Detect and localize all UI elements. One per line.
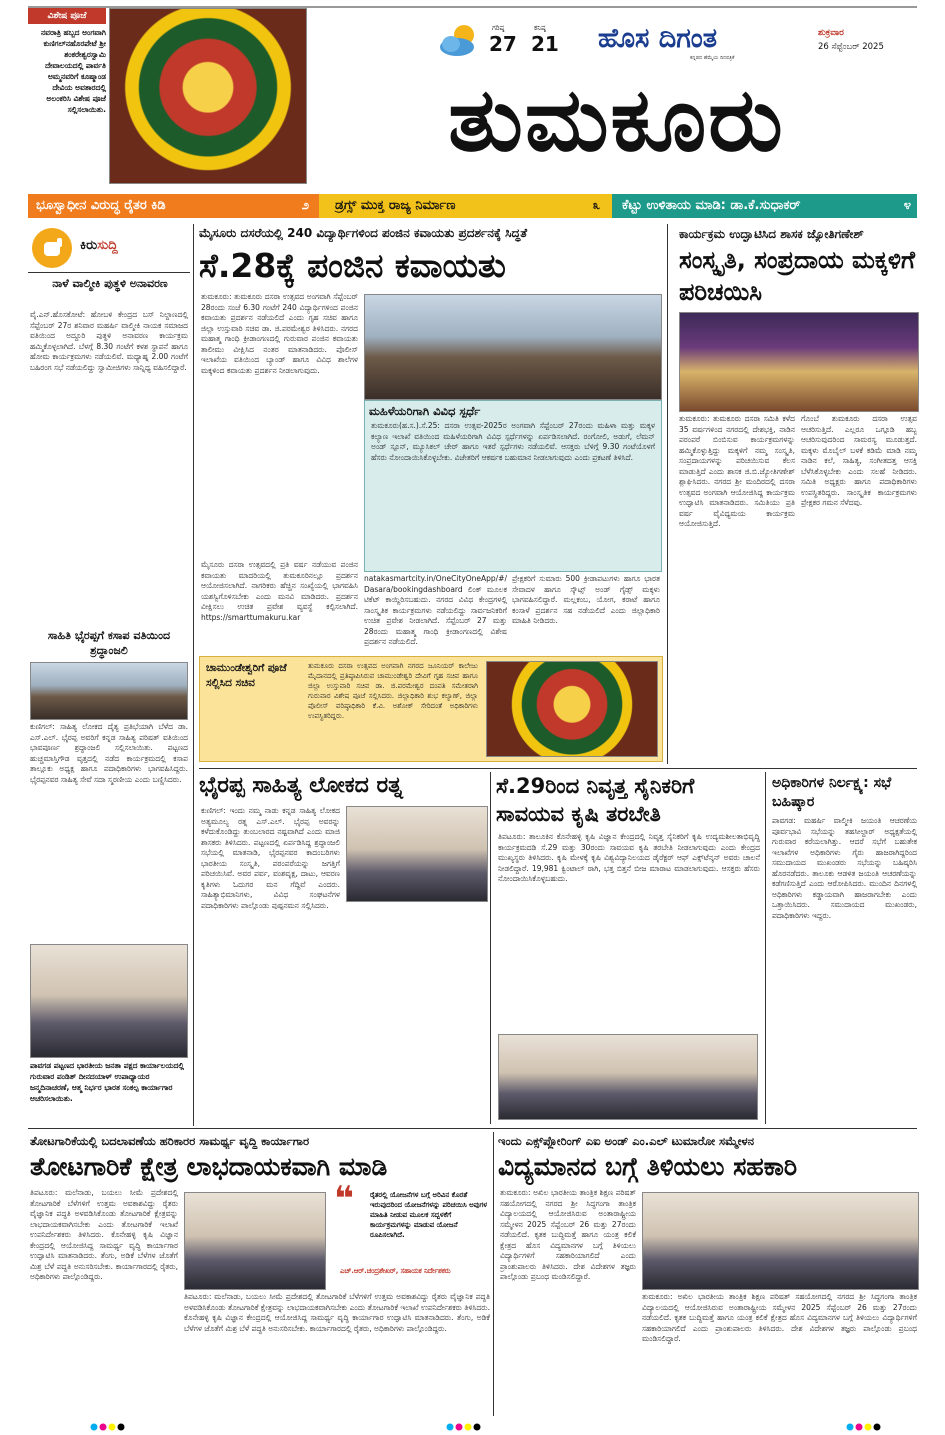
lead-body-2: ಮೈಸೂರು ದಸರಾ ಉತ್ಸವದಲ್ಲಿ ಪ್ರತಿ ವರ್ಷ ನಡೆಯುವ ಪಂಜಿನ ಕವಾಯತು ಮಾದರಿಯಲ್ಲಿ ತುಮಕೂರಿನಲ್ಲೂ ಪ್ರದರ್ಶನ ಆಯೋಜಿಸಲಾಗಿದೆ. ನಾಗರಿಕರು ಹೆಚ್ಚಿನ ಸಂಖ್ಯೆಯಲ್ಲಿ ಭಾಗವಹಿಸಿ ಯಶಸ್ವಿಗೊಳಿಸಬೇಕು ಎಂದು ಮನವಿ ಮಾಡಿದರು. ಪ್ರದರ್ಶನ ವೀಕ್ಷಿಸಲು ಉಚಿತ ಪ್ರವೇಶ ವ್ಯವಸ್ಥೆ ಕಲ್ಪಿಸಲಾಗಿದೆ. https://smarttumakuru.kar <box>201 560 358 622</box>
weather-max-label: ಗರಿಷ್ಠ <box>492 24 505 32</box>
lead-photo <box>364 294 662 400</box>
registration-marks-right <box>846 1416 886 1424</box>
lead-body-1: ತುಮಕೂರು: ತುಮಕೂರು ದಸರಾ ಉತ್ಸವದ ಅಂಗವಾಗಿ ಸೆಪ್ಟೆಂಬರ್ 28ರಂದು ಸಂಜೆ 6.30 ಗಂಟೆಗೆ 240 ವಿದ್ಯಾರ್ಥಿಗಳಿಂದ ಪಂಜಿನ ಕವಾಯತು ಪ್ರದರ್ಶನ ನಡೆಯಲಿದೆ ಎಂದು ಗೃಹ ಸಚಿವ ಹಾಗೂ ಜಿಲ್ಲಾ ಉಸ್ತುವಾರಿ ಸಚಿವ ಡಾ. ಜಿ.ಪರಮೇಶ್ವರ ತಿಳಿಸಿದರು. ನಗರದ ಮಹಾತ್ಮ ಗಾಂಧಿ ಕ್ರೀಡಾಂಗಣದಲ್ಲಿ ಗುರುವಾರ ಪಂಜಿನ ಕವಾಯತು ತಾಲೀಮು ವೀಕ್ಷಿಸಿದ ನಂತರ ಮಾತನಾಡಿದರು. ಪೊಲೀಸ್ ಇಲಾಖೆಯ ವತಿಯಿಂದ ಬ್ಯಾಂಡ್ ಹಾಗೂ ವಿವಿಧ ಶಾಲೆಗಳ ಮಕ್ಕಳಿಂದ ಕವಾಯತು ಪ್ರದರ್ಶನ ನೀಡಲಾಗುವುದು. <box>201 292 358 375</box>
horti-body-2: ತಿಪಟೂರು: ಮಲೆನಾಡು, ಬಯಲು ಸೀಮೆ ಪ್ರದೇಶದಲ್ಲಿ ತೋಟಗಾರಿಕೆ ಬೆಳೆಗಳಿಗೆ ಉತ್ತಮ ಅವಕಾಶವಿದ್ದು ರೈತರು ವೈಜ್ಞಾನಿಕ ಪದ್ಧತಿ ಅಳವಡಿಸಿಕೊಂಡು ತೋಟಗಾರಿಕೆ ಕ್ಷೇತ್ರವನ್ನು ಲಾಭದಾಯಕವಾಗಿಸಬೇಕು ಎಂದು ತೋಟಗಾರಿಕೆ ಇಲಾಖೆ ಉಪನಿರ್ದೇಶಕರು ತಿಳಿಸಿದರು. ಕೊನೇಹಳ್ಳಿ ಕೃಷಿ ವಿಜ್ಞಾನ ಕೇಂದ್ರದಲ್ಲಿ ಆಯೋಜಿಸಿದ್ದ ಸಾಮರ್ಥ್ಯ ವೃದ್ಧಿ ಕಾರ್ಯಾಗಾರ ಉದ್ಘಾಟಿಸಿ ಮಾತನಾಡಿದರು. ತೆಂಗು, ಅಡಿಕೆ ಬೆಳೆಗಳ ಜೊತೆಗೆ ಮಿಶ್ರ ಬೆಳೆ ಪದ್ಧತಿ ಅನುಸರಿಸಬೇಕು. ಕಾರ್ಯಾಗಾರದಲ್ಲಿ ರೈತರು, ಅಧಿಕಾರಿಗಳು ಪಾಲ್ಗೊಂಡಿದ್ದರು. <box>184 1292 490 1333</box>
teaser-1[interactable] <box>28 194 319 218</box>
culture-photo <box>679 312 919 412</box>
bhyrappa-photo <box>346 806 488 902</box>
ai-photo <box>642 1192 919 1290</box>
kiru-label-2: ಸುದ್ದಿ <box>97 238 118 253</box>
horti-photo <box>184 1192 326 1290</box>
registration-marks-center <box>446 1416 486 1424</box>
kiru-body-1: ವೈ.ಎನ್.ಹೊಸಕೋಟೆ: ಹೋಬಳಿ ಕೇಂದ್ರದ ಬಸ್ ನಿಲ್ದಾಣದಲ್ಲಿ ಸೆಪ್ಟೆಂಬರ್ 27ರ ಶನಿವಾರ ಮಹರ್ಷಿ ವಾಲ್ಮೀಕಿ ನಾಯಕ ಸಮಾಜದ ವತಿಯಿಂದ ಅದ್ದೂರಿ ಪುತ್ಥಳಿ ಅನಾವರಣ ಕಾರ್ಯಕ್ರಮ ಹಮ್ಮಿಕೊಳ್ಳಲಾಗಿದೆ. ಬೆಳಗ್ಗೆ 8.30 ಗಂಟೆಗೆ ಕಳಶ ಸ್ಥಾಪನೆ ಹಾಗೂ ಹೋಮ ಕಾರ್ಯಕ್ರಮಗಳು ನಡೆಯಲಿವೆ. ಮಧ್ಯಾಹ್ನ 2.00 ಗಂಟೆಗೆ ಬಹಿರಂಗ ಸಭೆ ನಡೆಯಲಿದ್ದು ಸ್ವಾಮೀಜಿಗಳು ಸಾನ್ನಿಧ್ಯ ವಹಿಸಲಿದ್ದಾರೆ. <box>30 310 188 372</box>
horti-headline: ತೋಟಗಾರಿಕೆ ಕ್ಷೇತ್ರ ಲಾಭದಾಯಕವಾಗಿ ಮಾಡಿ <box>30 1152 388 1181</box>
registration-marks <box>90 1416 130 1424</box>
agri-body: ತಿಪಟೂರು: ತಾಲೂಕಿನ ಕೊನೇಹಳ್ಳಿ ಕೃಷಿ ವಿಜ್ಞಾನ ಕೇಂದ್ರದಲ್ಲಿ ನಿವೃತ್ತ ಸೈನಿಕರಿಗೆ ಕೃಷಿ ಉದ್ಯಮಶೀಲತಾಭಿವೃದ್ಧಿ ಕಾರ್ಯಕ್ರಮದಡಿ ಸೆ.29 ಮತ್ತು 30ರಂದು ಸಾವಯವ ಕೃಷಿ ತರಬೇತಿ ನೀಡಲಾಗುವುದು ಎಂದು ಕೇಂದ್ರದ ಮುಖ್ಯಸ್ಥರು ತಿಳಿಸಿದರು. ಕೃಷಿ ಮೇಳಕ್ಕೆ ಕೃಷಿ ವಿಶ್ವವಿದ್ಯಾನಿಲಯದ ಡೈರೆಕ್ಟರ್ ಆಫ್ ಎಕ್ಸ್‌ಟೆನ್ಶನ್ ಅವರು ಚಾಲನೆ ನೀಡಲಿದ್ದಾರೆ. 19,981 ಕ್ವಿಂಟಾಲ್ ರಾಗಿ, ಭತ್ತ ಬಿತ್ತನೆ ಬೀಜ ಮಾರಾಟ ಮಾಡಲಾಗುವುದು. ಆಸಕ್ತರು ಹೆಸರು ನೋಂದಾಯಿಸಿಕೊಳ್ಳಬಹುದು. <box>498 832 760 883</box>
special-pooja-caption: ನವರಾತ್ರಿ ಹಬ್ಬದ ಅಂಗವಾಗಿ ಕುಣಿಗಲ್‌ನಹೊರಪೇಟೆ ಶ್ರೀ ಶಂಕರೇಶ್ವರಸ್ವಾಮಿ ದೇವಾಲಯದಲ್ಲಿ ಪಾರ್ವತಿ ಅಮ್ಮನವರಿಗೆ ಕೂಷ್ಮಾಂಡ ದೇವಿಯ ಅವತಾರದಲ್ಲಿ ಅಲಂಕರಿಸಿ ವಿಶೇಷ ಪೂಜೆ ಸಲ್ಲಿಸಲಾಯಿತು. <box>41 28 106 114</box>
women-contest-body: ತುಮಕೂರು(ಹ.ಸ.).ಸೆ.25: ದಸರಾ ಉತ್ಸವ-2025ರ ಅಂಗವಾಗಿ ಸೆಪ್ಟೆಂಬರ್ 27ರಂದು ಮಹಿಳಾ ಮತ್ತು ಮಕ್ಕಳ ಕಲ್ಯಾಣ ಇಲಾಖೆ ವತಿಯಿಂದ ಮಹಿಳೆಯರಿಗಾಗಿ ವಿವಿಧ ಸ್ಪರ್ಧೆಗಳನ್ನು ಏರ್ಪಡಿಸಲಾಗಿದೆ. ರಂಗೋಲಿ, ಅಡುಗೆ, ಲೆಮನ್ ಅಂಡ್ ಸ್ಪೂನ್, ಮ್ಯೂಸಿಕಲ್ ಚೇರ್ ಹಾಗೂ ಇತರೆ ಸ್ಪರ್ಧೆಗಳು ನಡೆಯಲಿವೆ. ಆಸಕ್ತರು ಬೆಳಿಗ್ಗೆ 9.30 ಗಂಟೆಯೊಳಗೆ ಹೆಸರು ನೋಂದಾಯಿಸಿಕೊಳ್ಳಬೇಕು. ವಿಜೇತರಿಗೆ ಆಕರ್ಷಕ ಬಹುಮಾನ ನೀಡಲಾಗುವುದು ಎಂದು ಪ್ರಕಟಣೆ ತಿಳಿಸಿದೆ. <box>371 421 655 462</box>
lead-body-4: ಪ್ರೇಕ್ಷಕರಿಗೆ ಸುಮಾರು 500 ಕ್ರೀಡಾಪಟುಗಳು ಹಾಗೂ ಭಾರತ ಸೇವಾದಳ ಹಾಗೂ ಸ್ಕೌಟ್ಸ್ ಅಂಡ್ ಗೈಡ್ಸ್ ಮಕ್ಕಳು ಭಾಗವಹಿಸಲಿದ್ದಾರೆ. ಮಲ್ಲಕಂಬ, ಯೋಗ, ಕರಾಟೆ ಹಾಗೂ ಕಂಸಾಳೆ ಪ್ರದರ್ಶನ ಸಹ ನಡೆಯಲಿದೆ ಎಂದು ಜಿಲ್ಲಾಧಿಕಾರಿ ಮಾಹಿತಿ ನೀಡಿದರು. <box>512 574 660 625</box>
kiru-photo-caption: ಪಾವಗಡ ಪಟ್ಟಣದ ಭಾರತೀಯ ಜನತಾ ಪಕ್ಷದ ಕಾರ್ಯಾಲಯದಲ್ಲಿ ಗುರುವಾರ ಪಂಡಿತ್ ದೀನದಯಾಳ್ ಉಪಾಧ್ಯಾಯರ ಜನ್ಮದಿನಾಚರಣೆ, ಆತ್ಮ ನಿರ್ಭರ ಭಾರತ ಸಂಕಲ್ಪ ಕಾರ್ಯಾಗಾರ ಆಚರಿಸಲಾಯಿತು. <box>30 1061 185 1103</box>
lead-body-3: natakasmartcity.in/OneCityOneApp/#/ Dasara/bookingdashboard ಲಿಂಕ್ ಮೂಲಕ ಟಿಕೆಟ್ ಕಾಯ್ದಿರಿಸಬಹುದು. ನಗರದ ವಿವಿಧ ಕೇಂದ್ರಗಳಲ್ಲಿ ಸಾಂಸ್ಕೃತಿಕ ಕಾರ್ಯಕ್ರಮಗಳು ನಡೆಯಲಿದ್ದು ಸಾರ್ವಜನಿಕರಿಗೆ ಉಚಿತ ಪ್ರವೇಶ ನೀಡಲಾಗಿದೆ. ಸೆಪ್ಟೆಂಬರ್ 27 ಮತ್ತು 28ರಂದು ಮಹಾತ್ಮ ಗಾಂಧಿ ಕ್ರೀಡಾಂಗಣದಲ್ಲಿ ವಿಶೇಷ ಪ್ರದರ್ಶನ ನಡೆಯಲಿದೆ. <box>364 574 507 646</box>
lead-headline: ಸೆ.28ಕ್ಕೆ ಪಂಜಿನ ಕವಾಯತು <box>199 246 506 285</box>
city-title: ತುಮಕೂರು <box>448 68 785 171</box>
chamundi-title: ಚಾಮುಂಡೇಶ್ವರಿಗೆ ಪೂಜೆ ಸಲ್ಲಿಸಿದ ಸಚಿವ <box>206 662 287 689</box>
kiru-headline-1: ನಾಳೆ ವಾಲ್ಮೀಕಿ ಪುತ್ಥಳಿ ಅನಾವರಣ <box>52 277 168 290</box>
ai-headline: ವಿದ್ಯಮಾನದ ಬಗ್ಗೆ ತಿಳಿಯಲು ಸಹಕಾರಿ <box>498 1152 798 1181</box>
kiru-photo-2 <box>30 944 188 1058</box>
horti-body: ತಿಪಟೂರು: ಮಲೆನಾಡು, ಬಯಲು ಸೀಮೆ ಪ್ರದೇಶದಲ್ಲಿ ತೋಟಗಾರಿಕೆ ಬೆಳೆಗಳಿಗೆ ಉತ್ತಮ ಅವಕಾಶವಿದ್ದು ರೈತರು ವೈಜ್ಞಾನಿಕ ಪದ್ಧತಿ ಅಳವಡಿಸಿಕೊಂಡು ತೋಟಗಾರಿಕೆ ಕ್ಷೇತ್ರವನ್ನು ಲಾಭದಾಯಕವಾಗಿಸಬೇಕು ಎಂದು ತೋಟಗಾರಿಕೆ ಇಲಾಖೆ ಉಪನಿರ್ದೇಶಕರು ತಿಳಿಸಿದರು. ಕೊನೇಹಳ್ಳಿ ಕೃಷಿ ವಿಜ್ಞಾನ ಕೇಂದ್ರದಲ್ಲಿ ಆಯೋಜಿಸಿದ್ದ ಸಾಮರ್ಥ್ಯ ವೃದ್ಧಿ ಕಾರ್ಯಾಗಾರ ಉದ್ಘಾಟಿಸಿ ಮಾತನಾಡಿದರು. ತೆಂಗು, ಅಡಿಕೆ ಬೆಳೆಗಳ ಜೊತೆಗೆ ಮಿಶ್ರ ಬೆಳೆ ಪದ್ಧತಿ ಅನುಸರಿಸಬೇಕು. ಕಾರ್ಯಾಗಾರದಲ್ಲಿ ರೈತರು, ಅಧಿಕಾರಿಗಳು ಪಾಲ್ಗೊಂಡಿದ್ದರು. <box>30 1188 178 1281</box>
bhyrappa-headline: ಭೈರಪ್ಪ ಸಾಹಿತ್ಯ ಲೋಕದ ರತ್ನ <box>199 773 403 798</box>
kiru-hand-icon <box>32 228 72 268</box>
kiru-label <box>80 238 118 253</box>
ai-body: ತುಮಕೂರು: ಅಖಿಲ ಭಾರತೀಯ ತಾಂತ್ರಿಕ ಶಿಕ್ಷಣ ಪರಿಷತ್ ಸಹಯೋಗದಲ್ಲಿ ನಗರದ ಶ್ರೀ ಸಿದ್ಧಗಂಗಾ ತಾಂತ್ರಿಕ ವಿದ್ಯಾಲಯದಲ್ಲಿ ಆಯೋಜಿಸಿರುವ ಅಂತಾರಾಷ್ಟ್ರೀಯ ಸಮ್ಮೇಳನ 2025 ಸೆಪ್ಟೆಂಬರ್ 26 ಮತ್ತು 27ರಂದು ನಡೆಯಲಿದೆ. ಕೃತಕ ಬುದ್ಧಿಮತ್ತೆ ಹಾಗೂ ಯಂತ್ರ ಕಲಿಕೆ ಕ್ಷೇತ್ರದ ಹೊಸ ವಿದ್ಯಮಾನಗಳ ಬಗ್ಗೆ ತಿಳಿಯಲು ವಿದ್ಯಾರ್ಥಿಗಳಿಗೆ ಸಹಕಾರಿಯಾಗಲಿದೆ ಎಂದು ಪ್ರಾಂಶುಪಾಲರು ತಿಳಿಸಿದರು. ದೇಶ ವಿದೇಶಗಳ ತಜ್ಞರು ಪಾಲ್ಗೊಂಡು ಪ್ರಬಂಧ ಮಂಡಿಸಲಿದ್ದಾರೆ. <box>500 1188 636 1281</box>
teaser-3-text: ಕೆಟ್ಟು ಉಳಿತಾಯ ಮಾಡಿ: ಡಾ.ಕೆ.ಸುಧಾಕರ್ <box>622 198 801 213</box>
teaser-2-page: ೩ <box>592 198 600 213</box>
ai-body-2: ತುಮಕೂರು: ಅಖಿಲ ಭಾರತೀಯ ತಾಂತ್ರಿಕ ಶಿಕ್ಷಣ ಪರಿಷತ್ ಸಹಯೋಗದಲ್ಲಿ ನಗರದ ಶ್ರೀ ಸಿದ್ಧಗಂಗಾ ತಾಂತ್ರಿಕ ವಿದ್ಯಾಲಯದಲ್ಲಿ ಆಯೋಜಿಸಿರುವ ಅಂತಾರಾಷ್ಟ್ರೀಯ ಸಮ್ಮೇಳನ 2025 ಸೆಪ್ಟೆಂಬರ್ 26 ಮತ್ತು 27ರಂದು ನಡೆಯಲಿದೆ. ಕೃತಕ ಬುದ್ಧಿಮತ್ತೆ ಹಾಗೂ ಯಂತ್ರ ಕಲಿಕೆ ಕ್ಷೇತ್ರದ ಹೊಸ ವಿದ್ಯಮಾನಗಳ ಬಗ್ಗೆ ತಿಳಿಯಲು ವಿದ್ಯಾರ್ಥಿಗಳಿಗೆ ಸಹಕಾರಿಯಾಗಲಿದೆ ಎಂದು ಪ್ರಾಂಶುಪಾಲರು ತಿಳಿಸಿದರು. ದೇಶ ವಿದೇಶಗಳ ತಜ್ಞರು ಪಾಲ್ಗೊಂಡು ಪ್ರಬಂಧ ಮಂಡಿಸಲಿದ್ದಾರೆ. <box>642 1292 917 1343</box>
kiru-body-2: ಕುಣಿಗಲ್: ಸಾಹಿತ್ಯ ಲೋಕದ ದೈತ್ಯ ಪ್ರತಿಭೆಯಾಗಿ ಬೆಳೆದ ಡಾ. ಎಸ್.ಎಲ್. ಭೈರಪ್ಪ ಅವರಿಗೆ ಕನ್ನಡ ಸಾಹಿತ್ಯ ಪರಿಷತ್ ವತಿಯಿಂದ ಭಾವಪೂರ್ಣ ಶ್ರದ್ಧಾಂಜಲಿ ಸಲ್ಲಿಸಲಾಯಿತು. ಪಟ್ಟಣದ ಹುಚ್ಚಮಾಸ್ತಿಗೌಡ ವೃತ್ತದಲ್ಲಿ ನಡೆದ ಕಾರ್ಯಕ್ರಮದಲ್ಲಿ ಕಸಾಪ ತಾಲ್ಲೂಕು ಅಧ್ಯಕ್ಷ ಹಾಗೂ ಪದಾಧಿಕಾರಿಗಳು ಭಾಗವಹಿಸಿದ್ದರು. ಭೈರಪ್ಪನವರ ಸಾಹಿತ್ಯ ಸೇವೆ ಸದಾ ಸ್ಮರಣೀಯ ಎಂದು ಬಣ್ಣಿಸಿದರು. <box>30 722 188 784</box>
horti-quote: ರೈತರಲ್ಲಿ ಯೋಜನೆಗಳ ಬಗ್ಗೆ ಅರಿವಿನ ಕೊರತೆ ಇರುವುದರಿಂದ ಯೋಜನೆಗಳನ್ನು ಪರಿಚಯಿಸಿ ಅವುಗಳ ಮಾಹಿತಿ ನೀಡುವ ಮೂಲಕ ಸದ್ಬಳಕೆಗೆ ಕಾರ್ಯಕ್ರಮಗಳನ್ನು ಮಾಡುವ ಯೋಜನೆ ರೂಪಿಸಲಾಗಿದೆ. <box>370 1191 488 1239</box>
chamundi-box <box>199 656 663 762</box>
horti-kicker: ತೋಟಗಾರಿಕೆಯಲ್ಲಿ ಬದಲಾವಣೆಯ ಹರಿಕಾರರ ಸಾಮರ್ಥ್ಯ ವೃದ್ಧಿ ಕಾರ್ಯಾಗಾರ <box>30 1134 310 1148</box>
weather-min-label: ಕನಿಷ್ಠ <box>534 24 546 32</box>
teaser-2-text: ಡ್ರಗ್ಸ್ ಮುಕ್ತ ರಾಜ್ಯ ನಿರ್ಮಾಣ <box>335 198 456 213</box>
paper-name: ಹೊಸ ದಿಗಂತ <box>598 23 718 54</box>
culture-kicker: ಕಾರ್ಯಕ್ರಮ ಉದ್ಘಾಟಿಸಿದ ಶಾಸಕ ಜ್ಯೋತಿಗಣೇಶ್ <box>679 227 864 241</box>
officials-body: ಪಾವಗಡ: ಮಹರ್ಷಿ ವಾಲ್ಮೀಕಿ ಜಯಂತಿ ಆಚರಣೆಯ ಪೂರ್ವಭಾವಿ ಸಭೆಯನ್ನು ತಹಸೀಲ್ದಾರ್ ಅಧ್ಯಕ್ಷತೆಯಲ್ಲಿ ಗುರುವಾರ ಕರೆಯಲಾಗಿತ್ತು. ಆದರೆ ಸಭೆಗೆ ಬಹುತೇಕ ಇಲಾಖೆಗಳ ಅಧಿಕಾರಿಗಳು ಗೈರು ಹಾಜರಾಗಿದ್ದರಿಂದ ಸಮುದಾಯದ ಮುಖಂಡರು ಸಭೆಯನ್ನು ಬಹಿಷ್ಕರಿಸಿ ಹೊರನಡೆದರು. ತಾಲೂಕು ಆಡಳಿತ ಜಯಂತಿ ಆಚರಣೆಯನ್ನು ಕಡೆಗಣಿಸುತ್ತಿದೆ ಎಂದು ಆರೋಪಿಸಿದರು. ಮುಂದಿನ ದಿನಗಳಲ್ಲಿ ಅಧಿಕಾರಿಗಳು ಕಡ್ಡಾಯವಾಗಿ ಹಾಜರಾಗಬೇಕು ಎಂದು ಒತ್ತಾಯಿಸಿದರು. ಸಮುದಾಯದ ಮುಖಂಡರು, ಪದಾಧಿಕಾರಿಗಳು ಇದ್ದರು. <box>772 816 917 920</box>
teaser-2[interactable] <box>319 194 612 218</box>
bhyrappa-body: ಕುಣಿಗಲ್: ಇಂದು ನಮ್ಮ ನಾಡು ಕನ್ನಡ ಸಾಹಿತ್ಯ ಲೋಕದ ಅತ್ಯಮೂಲ್ಯ ರತ್ನ ಎಸ್.ಎಲ್. ಭೈರಪ್ಪ ಅವರನ್ನು ಕಳೆದುಕೊಂಡಿದ್ದು ತುಂಬಲಾರದ ನಷ್ಟವಾಗಿದೆ ಎಂದು ಮಾಜಿ ಶಾಸಕರು ತಿಳಿಸಿದರು. ಪಟ್ಟಣದಲ್ಲಿ ಏರ್ಪಡಿಸಿದ್ದ ಶ್ರದ್ಧಾಂಜಲಿ ಸಭೆಯಲ್ಲಿ ಮಾತನಾಡಿ, ಭೈರಪ್ಪನವರ ಕಾದಂಬರಿಗಳು ಭಾರತೀಯ ಸಂಸ್ಕೃತಿ, ಪರಂಪರೆಯನ್ನು ಜಗತ್ತಿಗೆ ಪರಿಚಯಿಸಿವೆ. ಅವರ ಪರ್ವ, ವಂಶವೃಕ್ಷ, ದಾಟು, ಆವರಣ ಕೃತಿಗಳು ಓದುಗರ ಮನ ಗೆದ್ದಿವೆ ಎಂದರು. ಸಾಹಿತ್ಯಾಭಿಮಾನಿಗಳು, ವಿವಿಧ ಸಂಘಟನೆಗಳ ಪದಾಧಿಕಾರಿಗಳು ಪಾಲ್ಗೊಂಡು ಪುಷ್ಪನಮನ ಸಲ್ಲಿಸಿದರು. <box>201 806 340 910</box>
culture-headline: ಸಂಸ್ಕೃತಿ, ಸಂಪ್ರದಾಯ ಮಕ್ಕಳಿಗೆ ಪರಿಚಯಿಸಿ <box>679 246 915 306</box>
women-contest-title: ಮಹಿಳೆಯರಿಗಾಗಿ ವಿವಿಧ ಸ್ಪರ್ಧೆ <box>369 404 481 418</box>
teaser-1-text: ಭೂಸ್ವಾಧೀನ ವಿರುದ್ಧ ರೈತರ ಕಿಡಿ <box>36 198 166 213</box>
weather-max: 27 <box>489 32 517 56</box>
weather-min: 21 <box>531 32 559 56</box>
kiru-label-1: ಕಿರು <box>80 238 98 253</box>
culture-body-2: ಗೊಂಬೆ ತುಮಕೂರು ದಸರಾ ಉತ್ಸವ ಆಚರಿಸುತ್ತಿದೆ. ಎಲ್ಲರೂ ಒಗ್ಗೂಡಿ ಹಬ್ಬ ಆಚರಿಸುವುದರಿಂದ ಸಾಮರಸ್ಯ ಮೂಡುತ್ತದೆ. ಮಕ್ಕಳು ಮೊಬೈಲ್ ಬಳಕೆ ಕಡಿಮೆ ಮಾಡಿ ನಮ್ಮ ನಾಡಿನ ಕಲೆ, ಸಾಹಿತ್ಯ, ಸಂಗೀತದತ್ತ ಆಸಕ್ತಿ ಬೆಳೆಸಿಕೊಳ್ಳಬೇಕು ಎಂದು ಸಲಹೆ ನೀಡಿದರು. ಸಮಿತಿ ಅಧ್ಯಕ್ಷರು ಹಾಗೂ ಪದಾಧಿಕಾರಿಗಳು ಉಪಸ್ಥಿತರಿದ್ದರು. ಸಾಂಸ್ಕೃತಿಕ ಕಾರ್ಯಕ್ರಮಗಳು ಪ್ರೇಕ್ಷಕರ ಗಮನ ಸೆಳೆದವು. <box>801 414 917 507</box>
horti-quote-author: ಎಚ್.ಆರ್.ಚಂದ್ರಶೇಖರ್, ಸಹಾಯಕ ನಿರ್ದೇಶಕರು <box>340 1267 451 1275</box>
deity-photo <box>109 8 307 184</box>
chamundi-photo <box>486 661 658 757</box>
teaser-3-page: ೪ <box>903 198 911 213</box>
issue-day: ಶುಕ್ರವಾರ <box>818 28 844 38</box>
officials-headline: ಅಧಿಕಾರಿಗಳ ನಿರ್ಲಕ್ಷ್ಯ: ಸಭೆ ಬಹಿಷ್ಕಾರ <box>772 775 892 810</box>
lead-kicker: ಮೈಸೂರು ದಸರೆಯಲ್ಲಿ 240 ವಿದ್ಯಾರ್ಥಿಗಳಿಂದ ಪಂಜಿನ ಕವಾಯತು ಪ್ರದರ್ಶನಕ್ಕೆ ಸಿದ್ಧತೆ <box>199 226 528 240</box>
chamundi-body: ತುಮಕೂರು ದಸರಾ ಉತ್ಸವದ ಅಂಗವಾಗಿ ನಗರದ ಜೂನಿಯರ್ ಕಾಲೇಜು ಮೈದಾನದಲ್ಲಿ ಪ್ರತಿಷ್ಠಾಪಿಸಿರುವ ಚಾಮುಂಡೇಶ್ವರಿ ದೇವಿಗೆ ಗೃಹ ಸಚಿವ ಹಾಗೂ ಜಿಲ್ಲಾ ಉಸ್ತುವಾರಿ ಸಚಿವ ಡಾ. ಜಿ.ಪರಮೇಶ್ವರ ದಂಪತಿ ಸಮೇತರಾಗಿ ಗುರುವಾರ ವಿಶೇಷ ಪೂಜೆ ಸಲ್ಲಿಸಿದರು. ಜಿಲ್ಲಾಧಿಕಾರಿ ಶುಭ ಕಲ್ಯಾಣ್, ಜಿಲ್ಲಾ ಪೊಲೀಸ್ ವರಿಷ್ಠಾಧಿಕಾರಿ ಕೆ.ವಿ. ಅಶೋಕ್ ಸೇರಿದಂತೆ ಅಧಿಕಾರಿಗಳು ಉಪಸ್ಥಿತರಿದ್ದರು. <box>308 662 478 720</box>
women-contest-box <box>364 400 662 572</box>
culture-body-1: ತುಮಕೂರು: ತುಮಕೂರು ದಸರಾ ಸಮಿತಿ ಕಳೆದ 35 ವರ್ಷಗಳಿಂದ ನಗರದಲ್ಲಿ ದೇಶಭಕ್ತಿ, ನಾಡಿನ ಪರಂಪರೆ ಬಿಂಬಿಸುವ ಕಾರ್ಯಕ್ರಮಗಳನ್ನು ಹಮ್ಮಿಕೊಳ್ಳುತ್ತಿದ್ದು ಮಕ್ಕಳಿಗೆ ನಮ್ಮ ಸಂಸ್ಕೃತಿ, ಸಂಪ್ರದಾಯಗಳನ್ನು ಪರಿಚಯಿಸುವ ಕೆಲಸ ಮಾಡುತ್ತಿದೆ ಎಂದು ಶಾಸಕ ಜಿ.ಬಿ.ಜ್ಯೋತಿಗಣೇಶ್ ಶ್ಲಾಘಿಸಿದರು. ನಗರದ ಶ್ರೀ ಮಂದಿರದಲ್ಲಿ ದಸರಾ ಉತ್ಸವದ ಅಂಗವಾಗಿ ಆಯೋಜಿಸಿದ್ದ ಕಾರ್ಯಕ್ರಮ ಉದ್ಘಾಟಿಸಿ ಮಾತನಾಡಿದರು. ಸಮಿತಿಯು ಪ್ರತಿ ವರ್ಷ ವೈವಿಧ್ಯಮಯ ಕಾರ್ಯಕ್ರಮ ಆಯೋಜಿಸುತ್ತಿದೆ. <box>679 414 795 528</box>
kiru-photo-1 <box>30 662 188 720</box>
ai-kicker: ಇಂದು ಎಕ್ಸ್‌ಪ್ಲೋರಿಂಗ್ ಎಐ ಅಂಡ್ ಎಂ.ಎಲ್ ಟುಮಾರೋ ಸಮ್ಮೇಳನ <box>498 1134 755 1148</box>
teaser-3[interactable] <box>612 194 917 218</box>
teaser-1-page: ೨ <box>301 198 309 213</box>
paper-tagline: ಕನ್ನಡದ ಹೆಮ್ಮೆಯ ದಿನಪತ್ರಿಕೆ <box>690 55 735 61</box>
agri-photo <box>498 1034 758 1120</box>
issue-date: 26 ಸೆಪ್ಟೆಂಬರ್ 2025 <box>818 42 884 52</box>
kiru-headline-2: ಸಾಹಿತಿ ಭೈರಪ್ಪಗೆ ಕಸಾಪ ವತಿಯಿಂದ ಶ್ರದ್ಧಾಂಜಲಿ <box>30 628 188 658</box>
agri-headline: ಸೆ.29ರಿಂದ ನಿವೃತ್ತ ಸೈನಿಕರಿಗೆ ಸಾವಯವ ಕೃಷಿ ತರಬೇತಿ <box>496 774 695 826</box>
special-pooja-label: ವಿಶೇಷ ಪೂಜೆ <box>28 8 106 24</box>
horti-quote-icon: ❝ <box>334 1179 354 1219</box>
weather-cloud-icon <box>437 22 483 58</box>
